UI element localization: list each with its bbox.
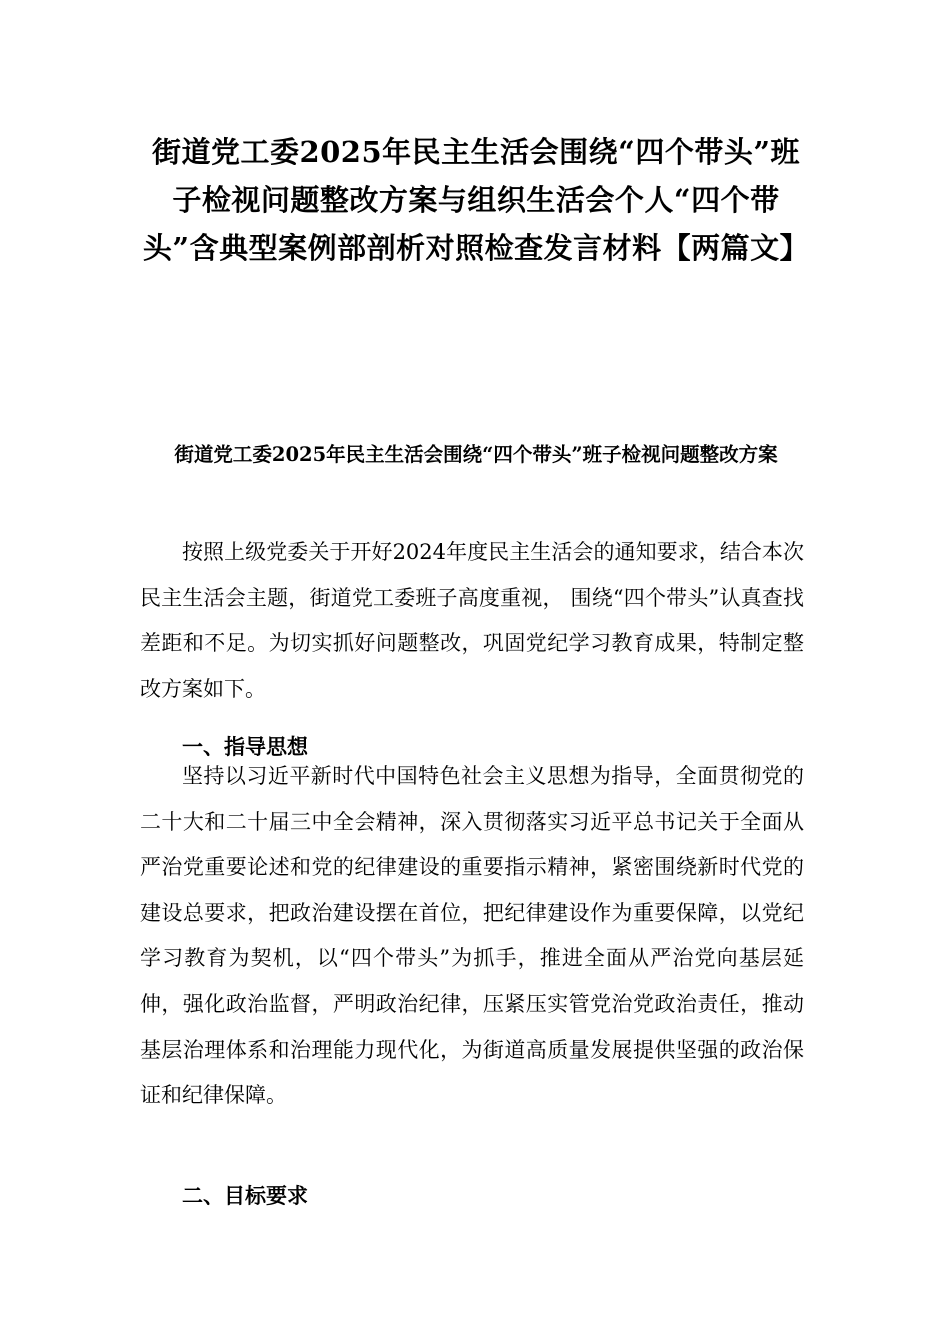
section-title: 街道党工委2025年民主生活会围绕“四个带头”班子检视问题整改方案 [174,443,778,466]
document-main-title: 街道党工委2025年民主生活会围绕“四个带头”班子检视问题整改方案与组织生活会个人“四个带头”含典型案例部剖析对照检查发言材料【两篇文】 [142,135,810,265]
intro-paragraph: 按照上级党委关于开好2024年度民主生活会的通知要求，结合本次民主生活会主题，街道党工委班子高度重视， 围绕“四个带头”认真查找差距和不足。为切实抓好问题整改，巩固党纪学习教育成果，特制定整改方案如下。 [140,540,804,701]
heading-guiding-ideology: 一、指导思想 [182,734,308,759]
guiding-ideology-paragraph: 坚持以习近平新时代中国特色社会主义思想为指导，全面贯彻党的二十大和二十届三中全会精神，深入贯彻落实习近平总书记关于全面从严治党重要论述和党的纪律建设的重要指示精神，紧密围绕新时代党的建设总要求，把政治建设摆在首位，把纪律建设作为重要保障，以党纪学习教育为契机，以“四个带头”为抓手，推进全面从严治党向基层延伸，强化政治监督，严明政治纪律，压紧压实管党治党政治责任，推动基层治理体系和治理能力现代化，为街道高质量发展提供坚强的政治保证和纪律保障。 [140,764,804,1108]
heading-goals-requirements: 二、目标要求 [182,1183,308,1208]
